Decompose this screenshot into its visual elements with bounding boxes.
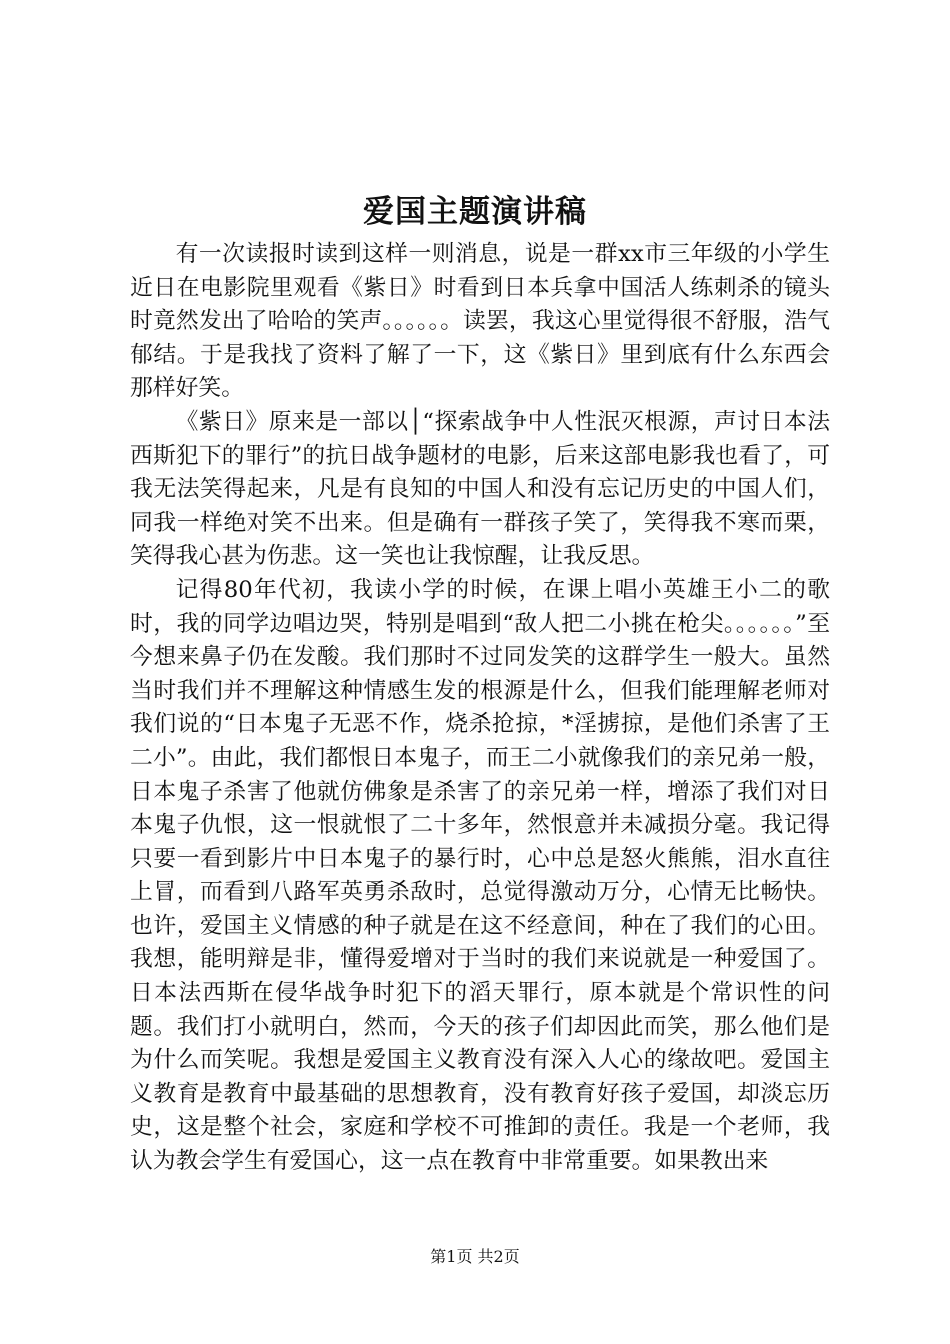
document-title: 爱国主题演讲稿 (363, 194, 587, 230)
paragraph-1: 有一次读报时读到这样一则消息，说是一群xx市三年级的小学生近日在电影院里观看《紫日》时看到日本兵拿中国活人练刺杀的镜头时竟然发出了哈哈的笑声。。。。。。读罢，我这心里觉得很不舒服，浩气郁结。于是我找了资料了解了一下，这《紫日》里到底有什么东西会那样好笑。 (130, 241, 830, 402)
paragraph-3: 记得80年代初，我读小学的时候，在课上唱小英雄王小二的歌时，我的同学边唱边哭，特别是唱到“敌人把二小挑在枪尖。。。。。。”至今想来鼻子仍在发酸。我们那时不过同发笑的这群学生一般大。虽然当时我们并不理解这种情感生发的根源是什么，但我们能理解老师对我们说的“日本鬼子无恶不作，烧杀抢掠，*淫掳掠，是他们杀害了王二小”。由此，我们都恨日本鬼子，而王二小就像我们的亲兄弟一般，日本鬼子杀害了他就仿佛象是杀害了的亲兄弟一样，增添了我们对日本鬼子仇恨，这一恨就恨了二十多年，然恨意并未减损分毫。我记得只要一看到影片中日本鬼子的暴行时，心中总是怒火熊熊，泪水直往上冒，而看到八路军英勇杀敌时，总觉得激动万分，心情无比畅快。也许，爱国主义情感的种子就是在这不经意间，种在了我们的心田。我想，能明辩是非，懂得爱增对于当时的我们来说就是一种爱国了。日本法西斯在侵华战争时犯下的滔天罪行，原本就是个常识性的问题。我们打小就明白，然而，今天的孩子们却因此而笑，那么他们是为什么而笑呢。我想是爱国主义教育没有深入人心的缘故吧。爱国主义教育是教育中最基础的思想教育，没有教育好孩子爱国，却淡忘历史，这是整个社会，家庭和学校不可推卸的责任。我是一个老师，我认为教会学生有爱国心，这一点在教育中非常重要。如果教出来 (130, 576, 830, 1175)
page-number-footer: 第1页 共2页 (430, 1247, 520, 1266)
paragraph-2: 《紫日》原来是一部以│“探索战争中人性泯灭根源，声讨日本法西斯犯下的罪行”的抗日战争题材的电影，后来这部电影我也看了，可我无法笑得起来，凡是有良知的中国人和没有忘记历史的中国人们，同我一样绝对笑不出来。但是确有一群孩子笑了，笑得我不寒而栗，笑得我心甚为伤悲。这一笑也让我惊醒，让我反思。 (130, 408, 830, 570)
document-body (130, 238, 830, 1179)
